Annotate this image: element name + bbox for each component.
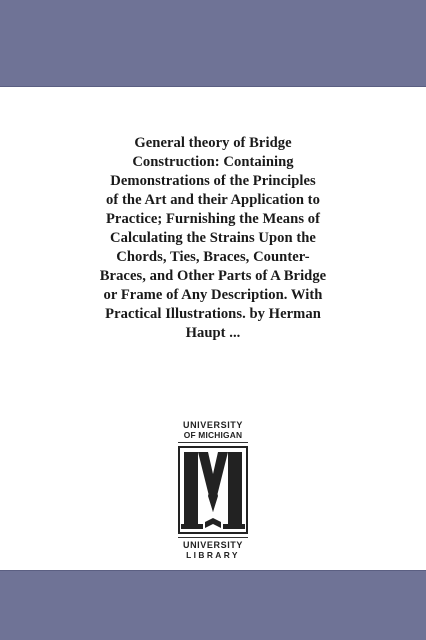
logo-rule-bottom	[178, 537, 248, 538]
bottom-color-band	[0, 571, 426, 640]
logo-rule-top	[178, 442, 248, 443]
logo-line-university: UNIVERSITY	[182, 420, 243, 430]
block-m-icon	[178, 446, 248, 534]
logo-line-university-2: UNIVERSITY	[182, 540, 243, 550]
top-band-border	[0, 86, 426, 87]
logo-line-of-michigan: OF MICHIGAN	[183, 430, 243, 440]
university-library-logo	[172, 420, 254, 567]
book-title: General theory of Bridge Construction: Containing Demonstrations of the Principles of the Art and their Application to Practice; Furnishing the Means of Calculating the Strains Upon the Chords, Ties, Braces, Counter- Braces, and Other Parts of A Bridge or Frame of Any Description. With Practical Illustrations. by Herman Haupt ...	[99, 135, 327, 341]
logo-line-library: LIBRARY	[186, 550, 240, 560]
top-color-band	[0, 0, 426, 86]
